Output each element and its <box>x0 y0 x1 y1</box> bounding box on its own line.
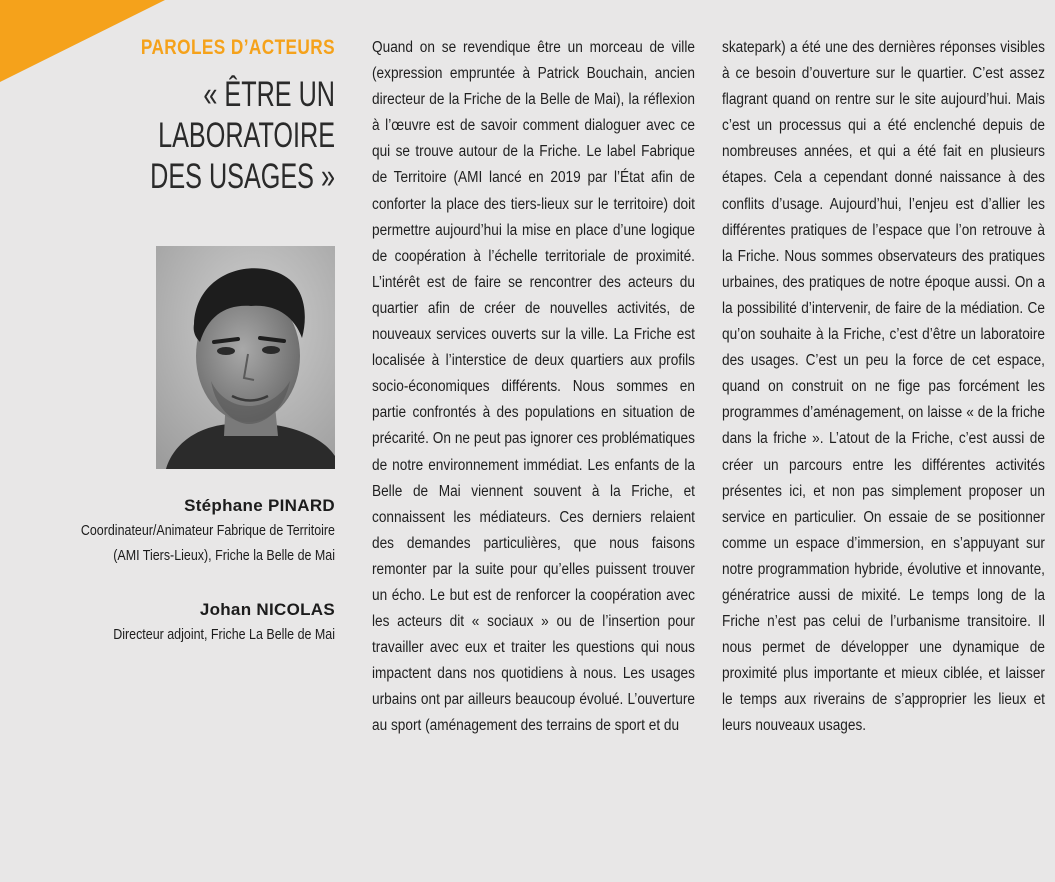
person-role-line: Coordinateur/Animateur Fabrique de Territoire <box>80 523 335 539</box>
person-name: Johan NICOLAS <box>199 600 335 619</box>
quote-title-line-3: DES USAGES » <box>150 157 335 196</box>
section-kicker: PAROLES D’ACTEURS <box>140 36 335 59</box>
portrait-photo <box>156 246 335 469</box>
article-column-2 <box>722 35 1045 740</box>
person-card-1 <box>15 496 335 569</box>
quote-title-line-1: « ÊTRE UN <box>203 75 335 114</box>
article-paragraph: skatepark) a été une des dernières réponses visibles à ce besoin d’ouverture sur le quartier. C’est assez flagrant quand on rentre sur le site aujourd’hui. Mais c’est un processus qui a été enclenché depuis de nombreuses années, et qui a été fait en plusieurs étapes. Cela a cependant donné naissance à des conflits d’usage. Aujourd’hui, l’enjeu est d’allier les différentes pratiques de l’espace que l’on retrouve à la Friche. Nous sommes observateurs des pratiques urbaines, des pratiques de notre époque aussi. On a la possibilité d’intervenir, de faire de la médiation. Ce qu’on souhaite à la Friche, c’est d’être un laboratoire des usages. C’est un peu la force de cet espace, quand on construit on ne fige pas forcément les programmes d’aménagement, on laisse « de la friche dans la friche ». L’atout de la Friche, c’est aussi de créer un parcours entre les différentes activités présentes ici, et non pas simplement proposer un service en particulier. On essaie de se positionner comme un espace d’immersion, en s’appuyant sur notre programmation hybride, évolutive et innovante, génératrice aussi de mixité. Le temps long de la Friche n’est pas celui de l’urbanisme transitoire. Il nous permet de développer une dynamique de proximité plus importante et mieux ciblée, et laisser le temps aux riverains de s’approprier les lieux et leurs nouveaux usages. <box>722 39 1045 735</box>
person-role-line: Directeur adjoint, Friche La Belle de Mai <box>113 627 335 643</box>
article-paragraph: Quand on se revendique être un morceau de ville (expression empruntée à Patrick Bouchain, ancien directeur de la Friche de la Belle de Mai), la réflexion à l’œuvre est de savoir comment dialoguer avec ce qui se trouve autour de la Friche. Le label Fabrique de Territoire (AMI lancé en 2019 par l’État afin de conforter la place des tiers-lieux sur le territoire) doit permettre aujourd’hui la mise en place d’une logique de coopération à l’échelle territoriale de proximité. L’intérêt est de faire se rencontrer des acteurs du quartier afin de créer de nouvelles activités, de nouveaux services ouverts sur la ville. La Friche est localisée à l’interstice de deux quartiers aux profils socio-économiques différents. Nous sommes en partie confrontés à des populations en situation de précarité. On ne peut pas ignorer ces problématiques de notre environnement immédiat. Les enfants de la Belle de Mai viennent souvent à la Friche, et connaissent les médiateurs. Ces derniers relaient des demandes particulières, que nous faisons remonter par la suite pour qu’elles puissent trouver un écho. Le but est de renforcer la coopération avec les acteurs dit « sociaux » ou de l’insertion pour travailler avec eux et traiter les questions qui nous impactent dans nos quotidiens à nous. Les usages urbains ont par ailleurs beaucoup évolué. L’ouverture au sport (aménagement des terrains de sport et du <box>372 39 695 735</box>
person-role-line: (AMI Tiers-Lieux), Friche la Belle de Mai <box>113 548 335 564</box>
person-name: Stéphane PINARD <box>184 496 335 515</box>
article-column-1 <box>372 35 695 740</box>
person-card-2 <box>15 600 335 648</box>
header-block <box>60 36 335 197</box>
quote-title-line-2: LABORATOIRE <box>158 116 335 155</box>
